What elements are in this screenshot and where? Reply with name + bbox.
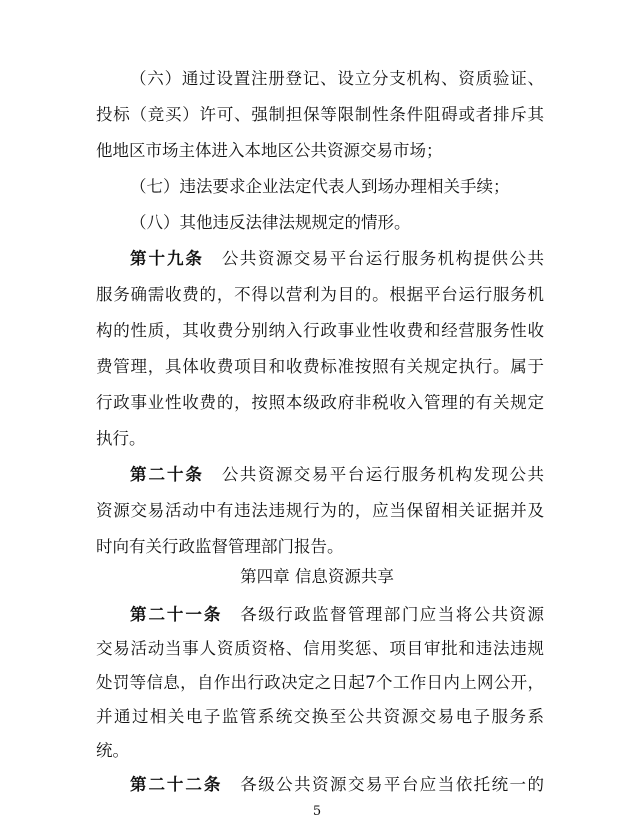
article-19-line-2: 服务确需收费的，不得以营利为目的。根据平台运行服务机	[96, 285, 544, 304]
article-21-line-1	[130, 604, 544, 626]
item-six-line-1: （六）通过设置注册登记、设立分支机构、资质验证、	[130, 69, 544, 88]
article-20-line-1	[130, 464, 544, 486]
article-19-text: 公共资源交易平台运行服务机构提供公共	[203, 249, 544, 268]
chapter-heading: 第四章 信息资源共享	[240, 567, 394, 586]
item-six-line-2: 投标（竞买）许可、强制担保等限制性条件阻碍或者排斥其	[96, 105, 544, 124]
item-seven: （七）违法要求企业法定代表人到场办理相关手续；	[130, 177, 510, 196]
article-21-line-2: 交易活动当事人资质资格、信用奖惩、项目审批和违法违规	[96, 639, 544, 658]
article-20-line-2: 资源交易活动中有违法违规行为的，应当保留相关证据并及	[96, 501, 544, 520]
item-eight: （八）其他违反法律法规规定的情形。	[130, 213, 411, 232]
article-19-line-4: 费管理，具体收费项目和收费标准按照有关规定执行。属于	[96, 357, 544, 376]
article-21-text: 各级行政监督管理部门应当将公共资源	[222, 605, 544, 624]
article-22-label: 第二十二条	[130, 775, 223, 794]
article-22-line-1	[130, 774, 544, 796]
article-20-text: 公共资源交易平台运行服务机构发现公共	[203, 465, 544, 484]
article-21-line-5: 统。	[96, 741, 129, 760]
article-19-label: 第十九条	[130, 249, 204, 268]
article-20-line-3: 时向有关行政监督管理部门报告。	[96, 537, 344, 556]
article-19-line-3: 构的性质，其收费分别纳入行政事业性收费和经营服务性收	[96, 321, 544, 340]
item-six-line-3: 他地区市场主体进入本地区公共资源交易市场；	[96, 141, 443, 160]
article-22-text: 各级公共资源交易平台应当依托统一的	[222, 775, 544, 794]
article-20-label: 第二十条	[130, 465, 204, 484]
article-19-line-1	[130, 248, 544, 270]
article-21-line-3: 处罚等信息，自作出行政决定之日起7个工作日内上网公开，	[96, 673, 544, 692]
article-21-line-4: 并通过相关电子监管系统交换至公共资源交易电子服务系	[96, 707, 544, 726]
article-19-line-5: 行政事业性收费的，按照本级政府非税收入管理的有关规定	[96, 393, 544, 412]
page-number: 5	[312, 804, 322, 819]
article-21-label: 第二十一条	[130, 605, 223, 624]
article-19-line-6: 执行。	[96, 429, 146, 448]
